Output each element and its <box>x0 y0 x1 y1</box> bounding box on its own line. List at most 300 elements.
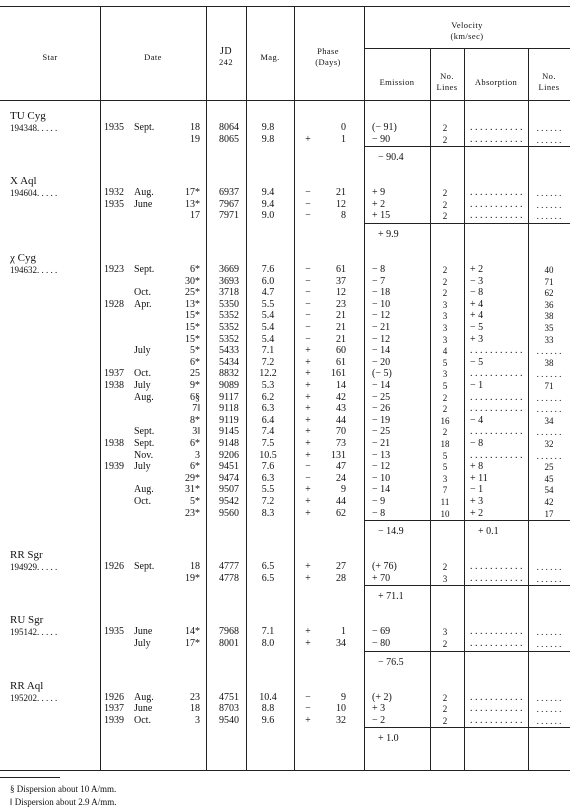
phase-sign: + <box>305 507 311 519</box>
phase: 21 <box>336 322 346 333</box>
jd: 9145 <box>219 426 239 438</box>
month: Oct. <box>134 496 151 507</box>
phase-sign: − <box>305 287 311 299</box>
jd: 5352 <box>219 333 239 345</box>
emission-lines: 3 <box>442 334 448 345</box>
day: 29* <box>185 472 200 484</box>
star-name: TU Cyg <box>10 110 46 122</box>
phase-sign: − <box>305 275 311 287</box>
magnitude: 8.8 <box>261 703 275 715</box>
month: Apr. <box>134 298 152 310</box>
year: 1932 <box>104 187 124 199</box>
absorption-lines: 32 <box>544 439 554 449</box>
absorption-lines: . . . . . . <box>536 211 562 222</box>
phase-sign: + <box>305 572 311 584</box>
magnitude: 7.1 <box>261 345 275 357</box>
emission-velocity: − 14 <box>372 380 391 391</box>
absorption-velocity: . . . . . . . . . . . <box>470 210 523 222</box>
jd: 5434 <box>219 356 239 368</box>
absorption-velocity: + 4 <box>470 310 484 322</box>
emission-lines: 2 <box>442 123 448 133</box>
day: 15* <box>185 322 200 333</box>
absorption-velocity: . . . . . . . . . . . <box>470 368 523 380</box>
month: July <box>134 380 151 391</box>
month: Sept. <box>134 438 155 449</box>
header-velocity-line1: Velocity <box>451 20 483 30</box>
day: 18 <box>190 561 200 573</box>
jd: 9089 <box>219 380 239 391</box>
jd: 3718 <box>219 287 239 299</box>
magnitude: 5.4 <box>261 333 275 345</box>
magnitude: 10.5 <box>259 449 277 461</box>
day: 3 <box>195 449 200 461</box>
absorption-velocity: − 1 <box>470 380 484 391</box>
magnitude: 5.4 <box>261 322 275 333</box>
absorption-lines: . . . . . . <box>536 704 562 715</box>
emission-velocity: − 8 <box>372 507 386 519</box>
month: Nov. <box>134 449 154 461</box>
header-absorption-lines-1: No. <box>542 71 556 81</box>
day: 15* <box>185 310 200 322</box>
star-name: X Aql <box>10 175 37 188</box>
phase-sign: + <box>305 449 311 461</box>
emission-velocity: − 25 <box>372 426 391 438</box>
jd: 4778 <box>219 572 239 584</box>
magnitude: 9.8 <box>261 122 275 133</box>
emission-lines: 2 <box>442 199 448 210</box>
month: June <box>134 703 153 715</box>
phase: 9 <box>341 484 346 496</box>
emission-velocity: − 80 <box>372 638 391 649</box>
phase: 14 <box>336 380 346 391</box>
mean-rule <box>364 223 570 224</box>
emission-velocity: + 15 <box>372 210 391 222</box>
phase-sign: + <box>305 391 311 403</box>
emission-velocity: (+ 2) <box>372 691 392 703</box>
phase-sign: − <box>305 198 311 210</box>
emission-velocity: − 12 <box>372 461 391 473</box>
footnote-2: ‖ Dispersion about 2.9 A/mm. <box>10 797 117 807</box>
phase-sign: + <box>305 561 311 573</box>
emission-velocity: − 20 <box>372 356 391 368</box>
year: 1928 <box>104 298 124 310</box>
emission-lines: 2 <box>442 265 448 275</box>
magnitude: 7.6 <box>261 264 275 275</box>
absorption-velocity: . . . . . . . . . . . <box>470 561 523 573</box>
emission-velocity: − 9 <box>372 496 386 507</box>
month: Aug. <box>134 691 154 703</box>
phase-sign: − <box>305 322 311 333</box>
absorption-velocity: . . . . . . . . . . . <box>470 691 523 703</box>
absorption-velocity: . . . . . . . . . . . <box>470 187 523 199</box>
header-emission-lines-1: No. <box>440 71 454 81</box>
jd: 5352 <box>219 322 239 333</box>
column-rule <box>100 6 101 770</box>
month: Oct. <box>134 368 151 380</box>
emission-lines: 2 <box>442 288 448 299</box>
day: 13* <box>185 298 200 310</box>
emission-lines: 4 <box>442 346 448 357</box>
phase-sign: + <box>305 368 311 380</box>
phase: 21 <box>336 187 346 199</box>
emission-velocity: − 21 <box>372 322 391 333</box>
jd: 4777 <box>219 561 239 573</box>
month: July <box>134 461 151 473</box>
emission-lines: 11 <box>440 497 450 507</box>
mean-rule <box>364 520 570 521</box>
star-id: 194604. . . . . <box>10 188 58 199</box>
month: Oct. <box>134 714 151 726</box>
day: 25* <box>185 287 200 299</box>
mean-emission: − 14.9 <box>378 526 404 538</box>
phase: 28 <box>336 572 346 584</box>
magnitude: 6.2 <box>261 391 275 403</box>
header-absorption-lines-2: Lines <box>538 82 560 92</box>
phase-sign: − <box>305 210 311 222</box>
magnitude: 6.3 <box>261 403 275 415</box>
phase-sign: + <box>305 380 311 391</box>
magnitude: 10.4 <box>259 691 277 703</box>
phase: 161 <box>331 368 346 380</box>
day: 6* <box>190 264 200 275</box>
phase: 60 <box>336 345 346 357</box>
emission-velocity: − 25 <box>372 391 391 403</box>
absorption-lines: . . . . . . <box>536 199 562 210</box>
month: June <box>134 198 153 210</box>
absorption-lines: 62 <box>544 288 554 299</box>
emission-lines: 3 <box>442 369 448 380</box>
month: July <box>134 638 151 649</box>
phase-sign: − <box>305 298 311 310</box>
absorption-velocity: . . . . . . . . . . . <box>470 703 523 715</box>
day: 17* <box>185 638 200 649</box>
emission-lines: 16 <box>440 415 450 426</box>
magnitude: 6.5 <box>261 572 275 584</box>
absorption-lines: . . . . . . <box>536 573 562 584</box>
emission-velocity: + 9 <box>372 187 386 199</box>
emission-lines: 2 <box>442 211 448 222</box>
mean-rule <box>364 585 570 586</box>
jd: 5433 <box>219 345 239 357</box>
emission-velocity: − 7 <box>372 275 386 287</box>
jd: 3693 <box>219 275 239 287</box>
day: 23 <box>190 691 200 703</box>
phase-sign: + <box>305 496 311 507</box>
magnitude: 5.5 <box>261 484 275 496</box>
mean-rule <box>364 727 570 728</box>
magnitude: 7.4 <box>261 426 275 438</box>
magnitude: 6.5 <box>261 561 275 573</box>
absorption-lines: 40 <box>544 265 554 275</box>
absorption-velocity: − 8 <box>470 438 484 449</box>
phase: 9 <box>341 691 346 703</box>
mean-emission: − 76.5 <box>378 656 404 668</box>
day: 18 <box>190 703 200 715</box>
magnitude: 9.6 <box>261 714 275 726</box>
magnitude: 9.8 <box>261 133 275 145</box>
phase: 61 <box>336 356 346 368</box>
absorption-lines: 17 <box>544 508 554 519</box>
absorption-lines: 54 <box>544 485 554 496</box>
day: 9* <box>190 380 200 391</box>
jd: 8065 <box>219 133 239 145</box>
mean-emission: + 1.0 <box>378 733 399 745</box>
absorption-velocity: + 3 <box>470 333 484 345</box>
emission-velocity: − 21 <box>372 438 391 449</box>
absorption-lines: 71 <box>544 276 554 287</box>
phase-sign: + <box>305 714 311 726</box>
absorption-lines: 35 <box>544 323 554 333</box>
day: 13* <box>185 198 200 210</box>
emission-velocity: − 14 <box>372 345 391 357</box>
emission-velocity: − 2 <box>372 714 386 726</box>
magnitude: 8.3 <box>261 507 275 519</box>
absorption-lines: 34 <box>544 415 554 426</box>
emission-lines: 2 <box>442 404 448 415</box>
month: Sept. <box>134 561 155 573</box>
jd: 9560 <box>219 507 239 519</box>
absorption-velocity: . . . . . . . . . . . <box>470 345 523 357</box>
magnitude: 7.6 <box>261 461 275 473</box>
emission-lines: 2 <box>442 134 448 145</box>
phase: 12 <box>336 198 346 210</box>
phase: 62 <box>336 507 346 519</box>
phase: 32 <box>336 714 346 726</box>
day: 3 <box>195 714 200 726</box>
emission-lines: 5 <box>442 381 448 391</box>
year: 1939 <box>104 714 124 726</box>
magnitude: 9.0 <box>261 210 275 222</box>
jd: 7971 <box>219 210 239 222</box>
phase: 34 <box>336 638 346 649</box>
month: Sept. <box>134 264 155 275</box>
day: 15* <box>185 333 200 345</box>
header-rule <box>0 100 570 101</box>
absorption-velocity: . . . . . . . . . . . <box>470 626 523 638</box>
column-rule <box>246 6 247 770</box>
phase: 21 <box>336 333 346 345</box>
phase: 12 <box>336 287 346 299</box>
emission-velocity: − 19 <box>372 414 391 426</box>
magnitude: 7.5 <box>261 438 275 449</box>
header-emission-lines <box>430 71 464 93</box>
year: 1938 <box>104 438 124 449</box>
absorption-lines: 71 <box>544 381 554 391</box>
absorption-velocity: − 3 <box>470 275 484 287</box>
emission-lines: 2 <box>442 188 448 199</box>
column-rule <box>364 6 365 770</box>
day: 6* <box>190 438 200 449</box>
emission-lines: 10 <box>440 508 450 519</box>
header-mag: Mag. <box>260 52 280 62</box>
absorption-lines: . . . . . . <box>536 369 562 380</box>
magnitude: 6.3 <box>261 472 275 484</box>
absorption-lines: . . . . . . <box>536 562 562 573</box>
absorption-lines: 25 <box>544 462 554 473</box>
absorption-velocity: − 8 <box>470 287 484 299</box>
phase-sign: + <box>305 403 311 415</box>
jd: 9206 <box>219 449 239 461</box>
absorption-lines: . . . . . . <box>536 715 562 726</box>
absorption-velocity: + 11 <box>470 472 488 484</box>
day: 5* <box>190 345 200 357</box>
emission-velocity: − 90 <box>372 133 391 145</box>
magnitude: 5.5 <box>261 298 275 310</box>
emission-lines: 3 <box>442 311 448 322</box>
magnitude: 5.4 <box>261 310 275 322</box>
absorption-velocity: . . . . . . . . . . . <box>470 133 523 145</box>
phase: 24 <box>336 472 346 484</box>
phase: 70 <box>336 426 346 438</box>
absorption-lines: . . . . . . <box>536 123 562 133</box>
emission-lines: 5 <box>442 450 448 461</box>
emission-velocity: − 18 <box>372 287 391 299</box>
header-jd-line1: JD <box>220 46 232 57</box>
jd: 6937 <box>219 187 239 199</box>
footnote-1: § Dispersion about 10 A/mm. <box>10 784 117 794</box>
year: 1939 <box>104 461 124 473</box>
footnote-rule <box>0 777 60 778</box>
column-rule <box>430 48 431 770</box>
mean-emission: + 9.9 <box>378 229 399 240</box>
absorption-lines: . . . . . . <box>536 692 562 703</box>
absorption-velocity: . . . . . . . . . . . <box>470 122 523 133</box>
header-star: Star <box>42 52 58 62</box>
star-id: 194348. . . . . <box>10 123 58 133</box>
day: 19 <box>190 133 200 145</box>
emission-velocity: − 10 <box>372 472 391 484</box>
header-jd-line2: 242 <box>219 57 233 67</box>
emission-lines: 18 <box>440 439 450 449</box>
year: 1938 <box>104 380 124 391</box>
year: 1935 <box>104 122 124 133</box>
jd: 9507 <box>219 484 239 496</box>
phase: 43 <box>336 403 346 415</box>
day: 31* <box>185 484 200 496</box>
month: Aug. <box>134 484 154 496</box>
phase: 23 <box>336 298 346 310</box>
phase-sign: + <box>305 484 311 496</box>
absorption-velocity: . . . . . . . . . . . <box>470 426 523 438</box>
year: 1926 <box>104 561 124 573</box>
month: Oct. <box>134 287 151 299</box>
emission-lines: 2 <box>442 704 448 715</box>
absorption-lines: 42 <box>544 497 554 507</box>
day: 14* <box>185 626 200 638</box>
phase: 44 <box>336 414 346 426</box>
mean-rule <box>364 651 570 652</box>
year: 1926 <box>104 691 124 703</box>
year: 1935 <box>104 626 124 638</box>
phase: 73 <box>336 438 346 449</box>
phase-sign: − <box>305 472 311 484</box>
phase-sign: − <box>305 333 311 345</box>
emission-lines: 7 <box>442 485 448 496</box>
column-rule <box>528 48 529 770</box>
phase: 61 <box>336 264 346 275</box>
star-name: RR Aql <box>10 679 44 692</box>
header-phase-line2: (Days) <box>315 57 341 67</box>
header-emission: Emission <box>379 77 415 87</box>
emission-velocity: − 12 <box>372 333 391 345</box>
absorption-velocity: + 4 <box>470 298 484 310</box>
year: 1937 <box>104 368 124 380</box>
phase-sign: − <box>305 264 311 275</box>
emission-velocity: − 12 <box>372 310 391 322</box>
header-emission-lines-2: Lines <box>436 82 458 92</box>
star-id: 195202. . . . . <box>10 692 58 703</box>
magnitude: 5.3 <box>261 380 275 391</box>
day: 25 <box>190 368 200 380</box>
phase: 10 <box>336 703 346 715</box>
phase: 1 <box>341 626 346 638</box>
star-id: 194929. . . . . <box>10 562 58 573</box>
emission-velocity: (− 5) <box>372 368 392 380</box>
magnitude: 8.0 <box>261 638 275 649</box>
emission-lines: 2 <box>442 392 448 403</box>
emission-lines: 2 <box>442 562 448 573</box>
jd: 9451 <box>219 461 239 473</box>
jd: 9148 <box>219 438 239 449</box>
emission-lines: 2 <box>442 715 448 726</box>
phase-sign: + <box>305 638 311 649</box>
absorption-velocity: + 8 <box>470 461 484 473</box>
absorption-velocity: + 2 <box>470 264 484 275</box>
absorption-lines: . . . . . . <box>536 427 562 438</box>
month: June <box>134 626 153 638</box>
emission-velocity: − 69 <box>372 626 391 638</box>
emission-velocity: − 8 <box>372 264 386 275</box>
day: 5* <box>190 496 200 507</box>
phase-sign: + <box>305 438 311 449</box>
magnitude: 4.7 <box>261 287 275 299</box>
day: 6* <box>190 461 200 473</box>
month: Sept. <box>134 426 155 438</box>
emission-lines: 2 <box>442 692 448 703</box>
absorption-velocity: . . . . . . . . . . . <box>470 198 523 210</box>
day: 3‖ <box>192 426 200 438</box>
jd: 8001 <box>219 638 239 649</box>
jd: 9542 <box>219 496 239 507</box>
mean-emission: − 90.4 <box>378 152 404 164</box>
jd: 8832 <box>219 368 239 380</box>
absorption-lines: 38 <box>544 357 554 368</box>
absorption-velocity: . . . . . . . . . . . <box>470 391 523 403</box>
mean-emission: + 71.1 <box>378 591 404 603</box>
phase-sign: + <box>305 356 311 368</box>
phase: 44 <box>336 496 346 507</box>
jd: 5350 <box>219 298 239 310</box>
phase: 1 <box>341 133 346 145</box>
jd: 8703 <box>219 703 239 715</box>
jd: 9119 <box>219 414 239 426</box>
header-date: Date <box>144 52 162 62</box>
emission-velocity: + 3 <box>372 703 386 715</box>
jd: 3669 <box>219 264 239 275</box>
day: 8* <box>190 414 200 426</box>
star-name: RR Sgr <box>10 549 43 562</box>
absorption-velocity: . . . . . . . . . . . <box>470 638 523 649</box>
header-absorption: Absorption <box>474 77 518 87</box>
absorption-velocity: − 5 <box>470 356 484 368</box>
emission-velocity: − 10 <box>372 298 391 310</box>
header-velocity <box>364 20 570 42</box>
phase: 21 <box>336 310 346 322</box>
absorption-lines: . . . . . . <box>536 134 562 145</box>
emission-velocity: (− 91) <box>372 122 397 133</box>
day: 18 <box>190 122 200 133</box>
phase: 42 <box>336 391 346 403</box>
